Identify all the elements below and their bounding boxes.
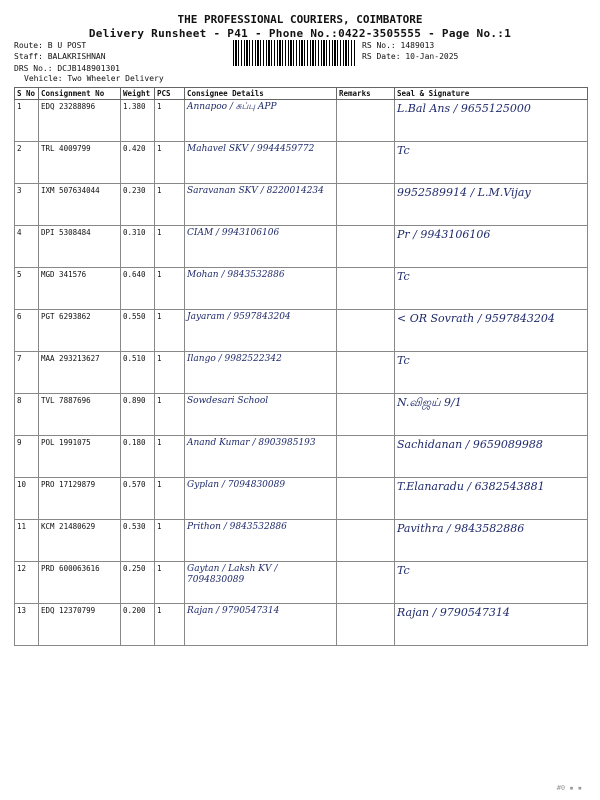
row-sno-text: 11 — [17, 522, 27, 531]
pcs — [155, 100, 185, 142]
consignment-no-text: PRD 600063616 — [41, 564, 100, 573]
table-row — [15, 226, 588, 268]
remarks — [337, 352, 395, 394]
remarks — [337, 310, 395, 352]
consignment-no-text: DPI 5308484 — [41, 228, 91, 237]
weight — [121, 100, 155, 142]
pcs-text: 1 — [157, 312, 162, 321]
pcs-text: 1 — [157, 144, 162, 153]
table-row — [15, 562, 588, 604]
consignee-details-text: Mohan / 9843532886 — [187, 270, 285, 280]
weight — [121, 142, 155, 184]
row-sno — [15, 520, 39, 562]
col-weight: Weight — [121, 88, 155, 100]
row-sno — [15, 562, 39, 604]
table-row — [15, 436, 588, 478]
weight — [121, 184, 155, 226]
consignee-details-text: Gaytan / Laksh KV / 7094830089 — [187, 564, 278, 585]
weight — [121, 562, 155, 604]
row-sno — [15, 268, 39, 310]
consignee-details-text: Jayaram / 9597843204 — [187, 312, 291, 322]
signature — [395, 520, 588, 562]
barcode — [233, 40, 355, 66]
weight-text: 0.570 — [123, 480, 146, 489]
row-sno-text: 1 — [17, 102, 22, 111]
weight-text: 0.310 — [123, 228, 146, 237]
consignee-details-text: Prithon / 9843532886 — [187, 522, 287, 532]
pcs — [155, 478, 185, 520]
row-sno — [15, 100, 39, 142]
signature — [395, 604, 588, 646]
weight — [121, 352, 155, 394]
pcs — [155, 436, 185, 478]
weight-text: 0.180 — [123, 438, 146, 447]
weight — [121, 520, 155, 562]
pcs-text: 1 — [157, 354, 162, 363]
consignment-no-text: PGT 6293862 — [41, 312, 91, 321]
pcs-text: 1 — [157, 186, 162, 195]
consignee-details-text: Annapoo / சுப்பு APP — [187, 102, 277, 112]
consignee-details — [185, 142, 337, 184]
consignment-no — [39, 436, 121, 478]
weight-text: 0.510 — [123, 354, 146, 363]
signature-text: L.Bal Ans / 9655125000 — [397, 102, 531, 115]
title: THE PROFESSIONAL COURIERS, COIMBATORE — [177, 13, 423, 26]
remarks — [337, 394, 395, 436]
row-sno — [15, 604, 39, 646]
row-sno-text: 8 — [17, 396, 22, 405]
signature-text: Pavithra / 9843582886 — [397, 522, 525, 535]
signature — [395, 226, 588, 268]
pcs — [155, 226, 185, 268]
consignment-no — [39, 310, 121, 352]
scan-mark: #0 ▪ ▪ — [556, 784, 582, 792]
consignee-details — [185, 478, 337, 520]
row-sno-text: 6 — [17, 312, 22, 321]
consignee-details — [185, 604, 337, 646]
consignment-no-text: TRL 4009799 — [41, 144, 91, 153]
consignee-details — [185, 394, 337, 436]
signature — [395, 142, 588, 184]
signature-text: 9952589914 / L.M.Vijay — [397, 186, 531, 199]
consignee-details — [185, 226, 337, 268]
consignee-details-text: CIAM / 9943106106 — [187, 228, 280, 238]
table-row — [15, 100, 588, 142]
signature-text: N.விஜய் 9/1 — [397, 396, 462, 409]
row-sno-text: 3 — [17, 186, 22, 195]
table-row — [15, 478, 588, 520]
remarks — [337, 604, 395, 646]
consignee-details-text: Mahavel SKV / 9944459772 — [187, 144, 315, 154]
col-pcs: PCS — [155, 88, 185, 100]
remarks — [337, 436, 395, 478]
signature-text: T.Elanaradu / 6382543881 — [397, 480, 545, 493]
row-sno — [15, 394, 39, 436]
signature — [395, 184, 588, 226]
weight — [121, 268, 155, 310]
staff: Staff: BALAKRISHNAN — [14, 52, 106, 61]
table-row — [15, 394, 588, 436]
weight-text: 0.420 — [123, 144, 146, 153]
row-sno-text: 2 — [17, 144, 22, 153]
weight — [121, 604, 155, 646]
consignment-no-text: PRO 17129879 — [41, 480, 96, 489]
row-sno — [15, 436, 39, 478]
table-row — [15, 142, 588, 184]
table-row — [15, 310, 588, 352]
weight — [121, 310, 155, 352]
consignee-details — [185, 184, 337, 226]
pcs — [155, 562, 185, 604]
row-sno-text: 4 — [17, 228, 22, 237]
row-sno-text: 13 — [17, 606, 27, 615]
signature — [395, 268, 588, 310]
consignment-no — [39, 562, 121, 604]
consignment-no-text: POL 1991075 — [41, 438, 91, 447]
consignment-no-text: EDQ 23288896 — [41, 102, 96, 111]
signature — [395, 562, 588, 604]
consignment-no-text: MGD 341576 — [41, 270, 87, 279]
row-sno — [15, 142, 39, 184]
signature — [395, 100, 588, 142]
row-sno — [15, 352, 39, 394]
consignment-no — [39, 268, 121, 310]
signature-text: Sachidanan / 9659089988 — [397, 438, 543, 451]
signature — [395, 436, 588, 478]
pcs — [155, 142, 185, 184]
pcs-text: 1 — [157, 102, 162, 111]
table-row — [15, 352, 588, 394]
consignment-no — [39, 352, 121, 394]
remarks — [337, 142, 395, 184]
consignee-details — [185, 100, 337, 142]
remarks — [337, 268, 395, 310]
table-row — [15, 520, 588, 562]
weight-text: 1.380 — [123, 102, 146, 111]
signature-text: Pr / 9943106106 — [397, 228, 491, 241]
consignee-details-text: Anand Kumar / 8903985193 — [187, 438, 316, 448]
weight — [121, 436, 155, 478]
row-sno-text: 10 — [17, 480, 27, 489]
col-cno: Consignment No — [39, 88, 121, 100]
pcs-text: 1 — [157, 228, 162, 237]
remarks — [337, 226, 395, 268]
col-consignee: Consignee Details — [185, 88, 337, 100]
consignee-details-text: Rajan / 9790547314 — [187, 606, 280, 616]
weight — [121, 394, 155, 436]
remarks — [337, 184, 395, 226]
signature-text: Tc — [397, 270, 410, 283]
pcs — [155, 310, 185, 352]
row-sno-text: 5 — [17, 270, 22, 279]
remarks — [337, 478, 395, 520]
col-remarks: Remarks — [337, 88, 395, 100]
table-row — [15, 604, 588, 646]
consignment-no — [39, 226, 121, 268]
table-row — [15, 268, 588, 310]
pcs-text: 1 — [157, 438, 162, 447]
weight-text: 0.890 — [123, 396, 146, 405]
consignment-no-text: MAA 293213627 — [41, 354, 100, 363]
weight-text: 0.230 — [123, 186, 146, 195]
signature — [395, 352, 588, 394]
signature-text: Rajan / 9790547314 — [397, 606, 510, 619]
consignee-details — [185, 310, 337, 352]
consignee-details — [185, 562, 337, 604]
drs-no: DRS No.: DCJB148901301 — [14, 64, 120, 73]
weight — [121, 478, 155, 520]
pcs — [155, 604, 185, 646]
col-sign: Seal & Signature — [395, 88, 588, 100]
signature-text: Tc — [397, 564, 410, 577]
weight-text: 0.640 — [123, 270, 146, 279]
row-sno — [15, 184, 39, 226]
consignment-no — [39, 100, 121, 142]
consignment-no — [39, 394, 121, 436]
col-sno: S No — [15, 88, 39, 100]
pcs — [155, 394, 185, 436]
pcs — [155, 520, 185, 562]
pcs-text: 1 — [157, 396, 162, 405]
consignee-details — [185, 520, 337, 562]
remarks — [337, 562, 395, 604]
remarks — [337, 100, 395, 142]
consignment-no — [39, 184, 121, 226]
consignee-details-text: Sowdesari School — [187, 396, 269, 406]
signature — [395, 310, 588, 352]
rs-date: RS Date: 10-Jan-2025 — [362, 52, 459, 61]
pcs-text: 1 — [157, 522, 162, 531]
signature-text: Tc — [397, 354, 410, 367]
pcs — [155, 268, 185, 310]
table-row — [15, 184, 588, 226]
consignment-no-text: TVL 7887696 — [41, 396, 91, 405]
row-sno-text: 12 — [17, 564, 27, 573]
vehicle: Vehicle: Two Wheeler Delivery — [24, 74, 164, 83]
pcs — [155, 352, 185, 394]
consignee-details-text: Saravanan SKV / 8220014234 — [187, 186, 324, 196]
pcs-text: 1 — [157, 270, 162, 279]
consignment-no-text: KCM 21480629 — [41, 522, 96, 531]
pcs-text: 1 — [157, 606, 162, 615]
weight-text: 0.200 — [123, 606, 146, 615]
consignment-no — [39, 604, 121, 646]
signature — [395, 478, 588, 520]
remarks — [337, 520, 395, 562]
consignee-details — [185, 352, 337, 394]
consignee-details-text: Gyplan / 7094830089 — [187, 480, 286, 490]
signature-text: Tc — [397, 144, 410, 157]
row-sno-text: 9 — [17, 438, 22, 447]
consignment-no-text: IXM 507634044 — [41, 186, 100, 195]
subtitle: Delivery Runsheet - P41 - Phone No.:0422-3505555 - Page No.:1 — [88, 27, 512, 40]
consignment-no — [39, 520, 121, 562]
weight-text: 0.530 — [123, 522, 146, 531]
weight-text: 0.550 — [123, 312, 146, 321]
signature-text: < OR Sovrath / 9597843204 — [397, 312, 555, 325]
row-sno — [15, 226, 39, 268]
consignee-details-text: Ilango / 9982522342 — [187, 354, 282, 364]
row-sno-text: 7 — [17, 354, 22, 363]
signature — [395, 394, 588, 436]
pcs-text: 1 — [157, 480, 162, 489]
consignee-details — [185, 268, 337, 310]
consignment-no — [39, 478, 121, 520]
row-sno — [15, 310, 39, 352]
row-sno — [15, 478, 39, 520]
pcs-text: 1 — [157, 564, 162, 573]
weight-text: 0.250 — [123, 564, 146, 573]
consignment-no-text: EDQ 12370799 — [41, 606, 96, 615]
consignee-details — [185, 436, 337, 478]
runsheet-table — [14, 87, 588, 646]
pcs — [155, 184, 185, 226]
consignment-no — [39, 142, 121, 184]
route: Route: B U POST — [14, 41, 87, 50]
rs-no: RS No.: 1489013 — [362, 41, 435, 50]
weight — [121, 226, 155, 268]
